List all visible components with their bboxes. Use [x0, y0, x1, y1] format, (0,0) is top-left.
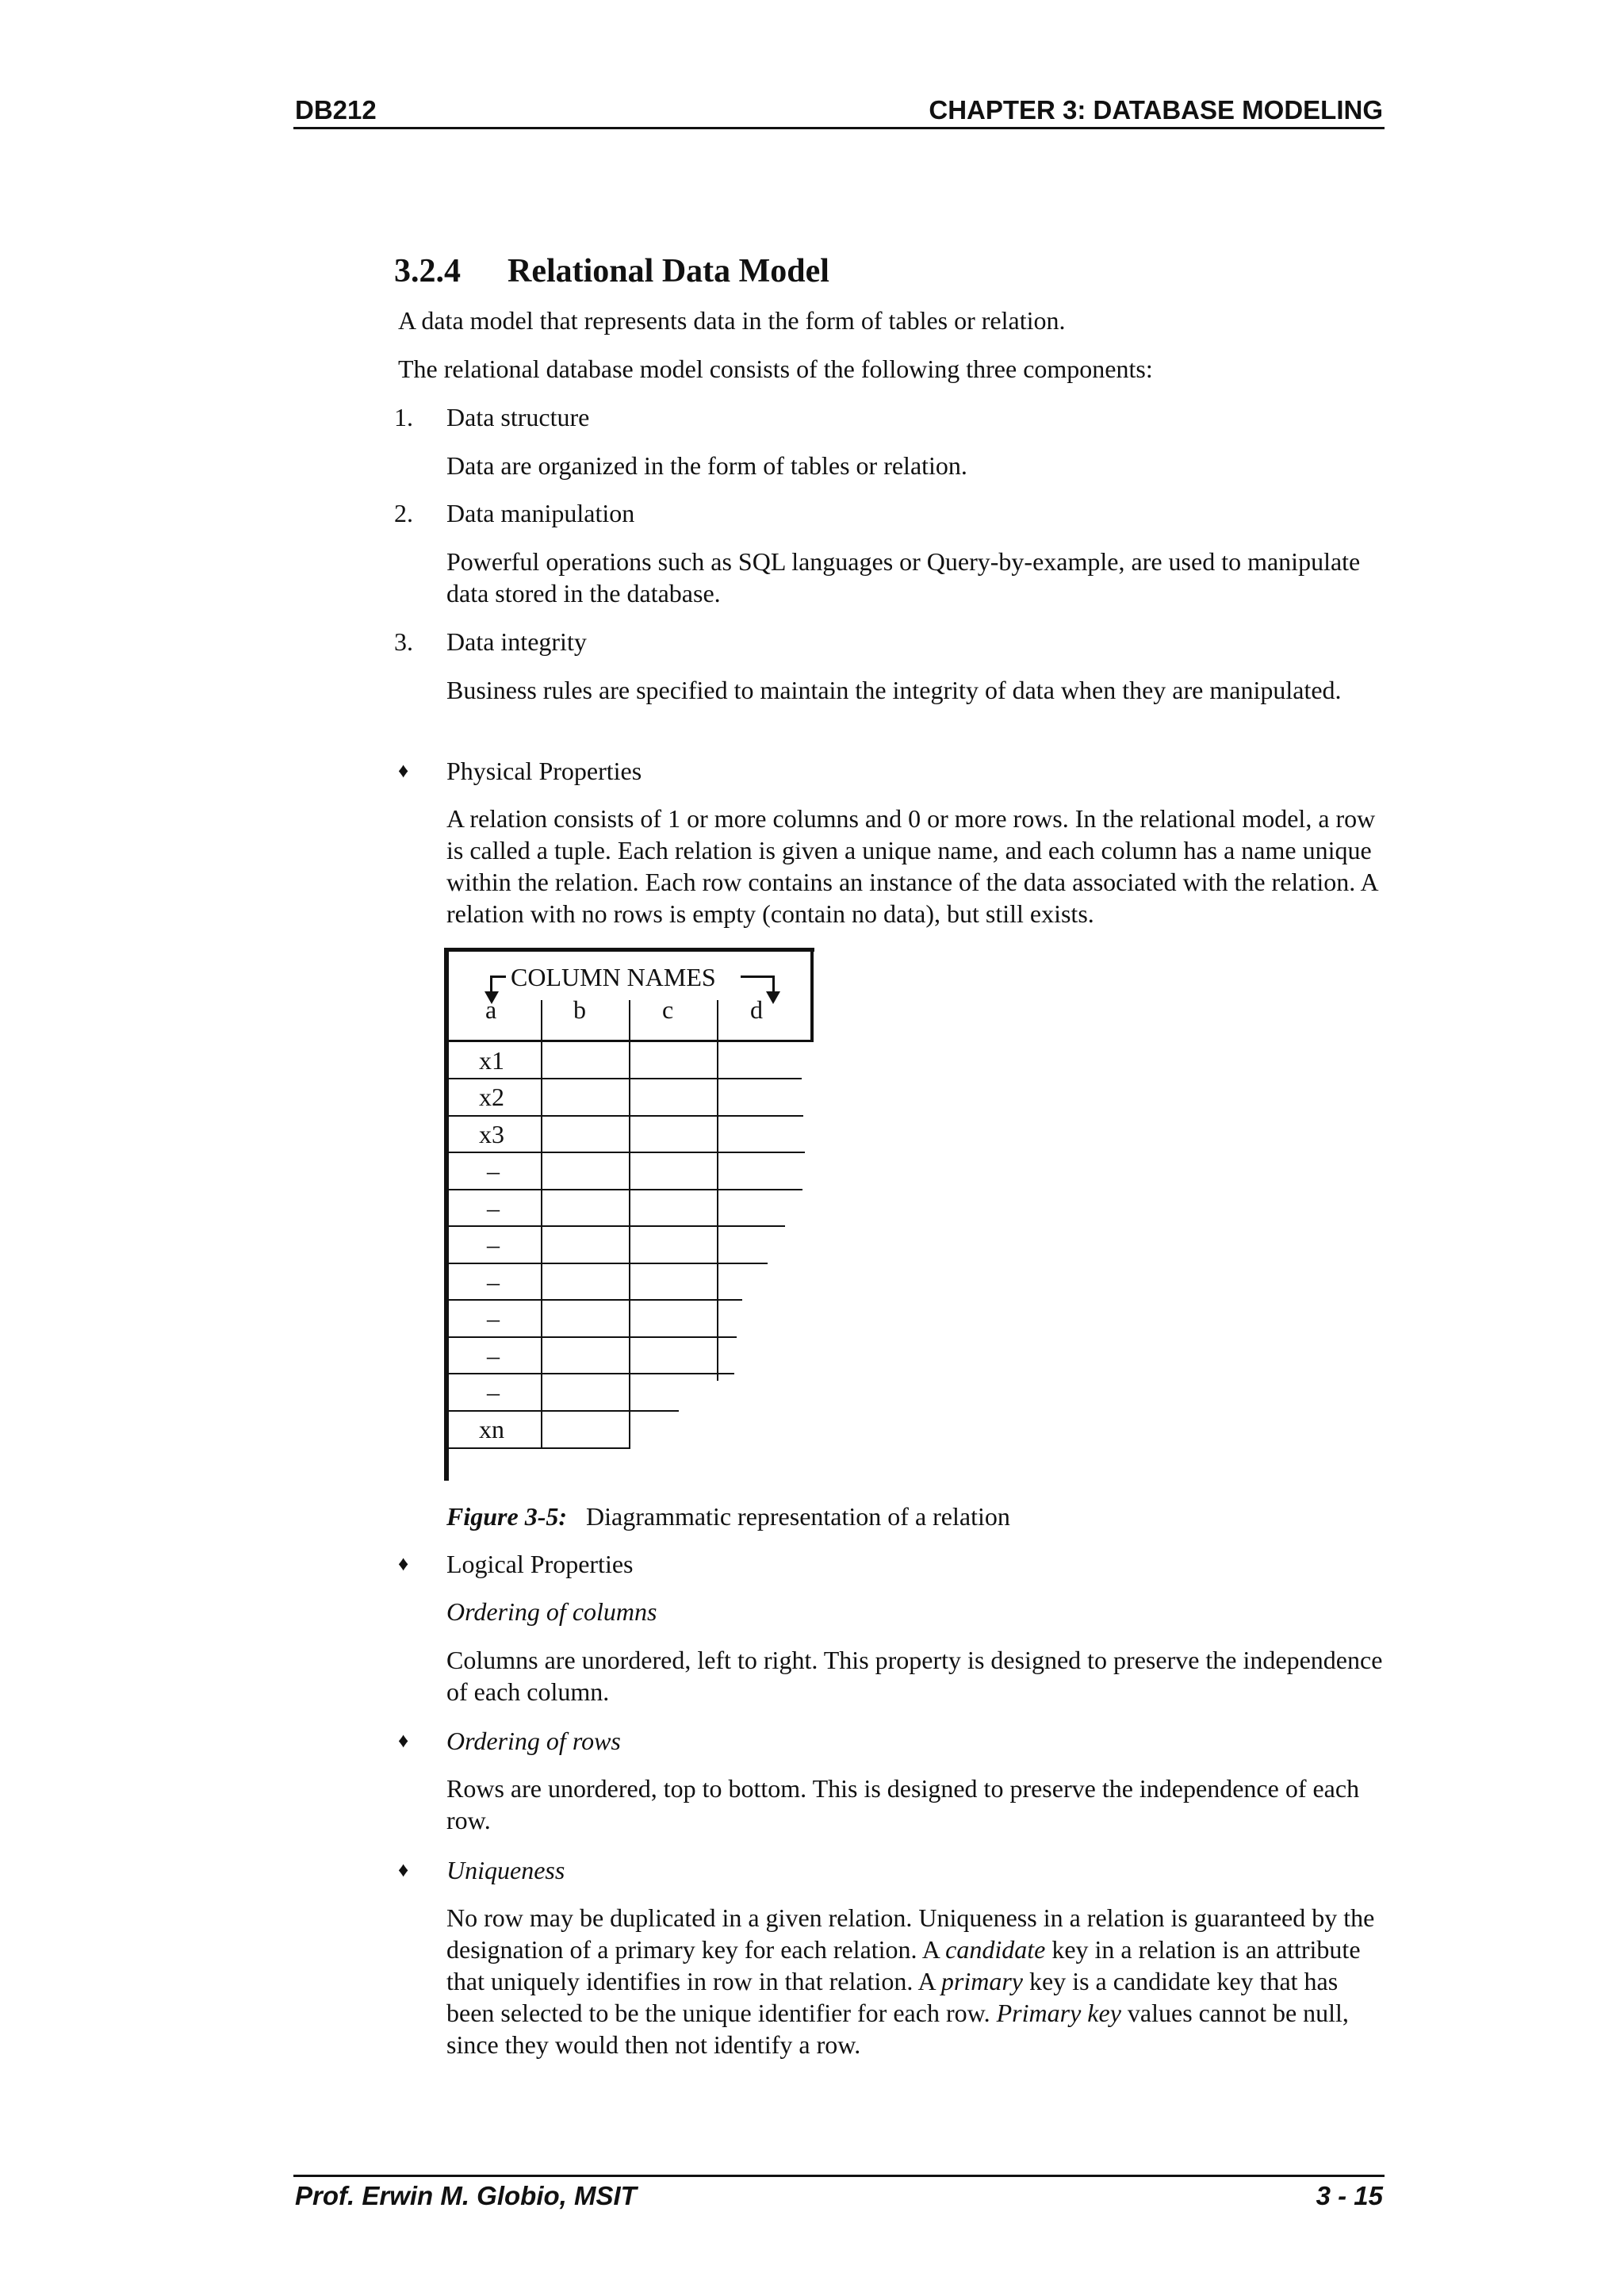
footer-author: Prof. Erwin M. Globio, MSIT — [295, 2181, 637, 2210]
component-3-title: Data integrity — [446, 627, 587, 656]
section-title: Relational Data Model — [508, 253, 829, 289]
component-2-desc: Powerful operations such as SQL languages or Query-by-example, are used to manipulate data stored in the database. — [446, 547, 1361, 608]
header-divider-2 — [629, 1000, 630, 1041]
uniqueness-title: Uniqueness — [446, 1856, 565, 1884]
column-header-c: c — [662, 995, 674, 1024]
header-course: DB212 — [295, 95, 377, 125]
diagram-right-border — [810, 948, 814, 1041]
uniqueness-text-4: values cannot be null, since they would then not identify a row. — [446, 1999, 1349, 2059]
body-divider-2 — [629, 1041, 630, 1449]
uniqueness-text-3: key is a candidate key that has been selected to be the unique identifier for each row. — [446, 1967, 1339, 2027]
relation-diagram — [444, 948, 825, 1481]
section-number: 3.2.4 — [394, 253, 461, 289]
row-label: – — [487, 1304, 500, 1332]
row-label: xn — [479, 1415, 504, 1443]
intro-line-2: The relational database model consists of the following three components: — [398, 355, 1153, 383]
footer-rule — [293, 2175, 1385, 2177]
row-label: – — [487, 1378, 500, 1406]
column-names-label: COLUMN NAMES — [511, 963, 716, 991]
figure-caption-label: Figure 3-5: — [446, 1502, 567, 1531]
physical-title: Physical Properties — [446, 757, 642, 785]
row-label: – — [487, 1194, 500, 1222]
logical-desc: Columns are unordered, left to right. This property is designed to preserve the independence of each column. — [446, 1646, 1383, 1706]
diagram-left-border — [444, 948, 449, 1481]
arrow-right-stem — [772, 976, 775, 991]
uniqueness-primary-key: Primary key — [996, 1999, 1121, 2027]
column-header-b: b — [573, 995, 586, 1024]
header-chapter: CHAPTER 3: DATABASE MODELING — [929, 95, 1383, 125]
row-label: – — [487, 1267, 500, 1296]
rows-desc: Rows are unordered, top to bottom. This is designed to preserve the independence of each row. — [446, 1774, 1360, 1834]
component-2-number: 2. — [394, 499, 413, 527]
row-line — [449, 1410, 679, 1412]
uniqueness-text-1: No row may be duplicated in a given relation. Uniqueness in a relation is guaranteed by the designation of a primary key for each relation. A — [446, 1903, 1375, 1964]
uniqueness-candidate: candidate — [945, 1935, 1046, 1964]
uniqueness-primary: primary — [940, 1967, 1023, 1995]
row-line — [449, 1225, 785, 1227]
column-header-d: d — [750, 995, 763, 1024]
logical-title: Logical Properties — [446, 1550, 634, 1578]
row-line — [449, 1299, 742, 1301]
component-2-title: Data manipulation — [446, 499, 635, 527]
arrow-left-stem — [490, 976, 492, 991]
row-label: – — [487, 1156, 500, 1185]
row-label: x2 — [479, 1083, 504, 1111]
row-line — [449, 1115, 803, 1117]
header-rule — [293, 127, 1385, 129]
figure-caption-text: Diagrammatic representation of a relation — [586, 1502, 1010, 1531]
row-label: – — [487, 1230, 500, 1259]
arrow-left-bar — [490, 976, 506, 978]
body-divider-3 — [717, 1041, 718, 1381]
bullet-rows: ♦ — [398, 1729, 409, 1752]
section-heading — [394, 252, 829, 290]
component-3-number: 3. — [394, 627, 413, 656]
uniqueness-text-2: key in a relation is an attribute that uniquely identifies in row in that relation. A — [446, 1935, 1361, 1995]
row-label: x3 — [479, 1120, 504, 1148]
column-header-a: a — [485, 995, 497, 1024]
intro-line-1: A data model that represents data in the form of tables or relation. — [398, 306, 1066, 335]
row-line — [449, 1373, 734, 1374]
component-1-title: Data structure — [446, 403, 590, 431]
row-label: x1 — [479, 1046, 504, 1075]
logical-subtitle: Ordering of columns — [446, 1597, 657, 1626]
row-line — [449, 1189, 802, 1190]
row-line — [449, 1078, 802, 1079]
bullet-physical: ♦ — [398, 759, 409, 782]
bullet-logical: ♦ — [398, 1552, 409, 1575]
bullet-uniqueness: ♦ — [398, 1858, 409, 1881]
row-line — [449, 1447, 630, 1449]
body-divider-1 — [541, 1041, 542, 1449]
row-line — [449, 1263, 768, 1264]
rows-title: Ordering of rows — [446, 1727, 621, 1755]
figure-caption — [446, 1501, 1390, 1532]
footer-page-number: 3 - 15 — [1316, 2181, 1383, 2210]
uniqueness-desc — [446, 1902, 1390, 2060]
arrow-right-down-icon — [766, 991, 780, 1004]
diagram-top-border — [444, 948, 814, 952]
row-label: – — [487, 1341, 500, 1370]
component-3-desc: Business rules are specified to maintain the integrity of data when they are manipulated. — [446, 676, 1342, 704]
physical-desc: A relation consists of 1 or more columns and 0 or more rows. In the relational model, a row is called a tuple. Each relation is given a unique name, and each column has a name unique within the relation. Each row contains an instance of the data associated with the relation. A relation with no rows is empty (contain no data), but still exists. — [446, 804, 1377, 928]
row-line — [449, 1152, 805, 1153]
header-divider-3 — [717, 1000, 718, 1041]
header-divider-1 — [541, 1000, 542, 1041]
arrow-right-bar — [741, 976, 774, 978]
component-1-number: 1. — [394, 403, 413, 431]
row-line — [449, 1336, 737, 1338]
component-1-desc: Data are organized in the form of tables or relation. — [446, 451, 967, 480]
